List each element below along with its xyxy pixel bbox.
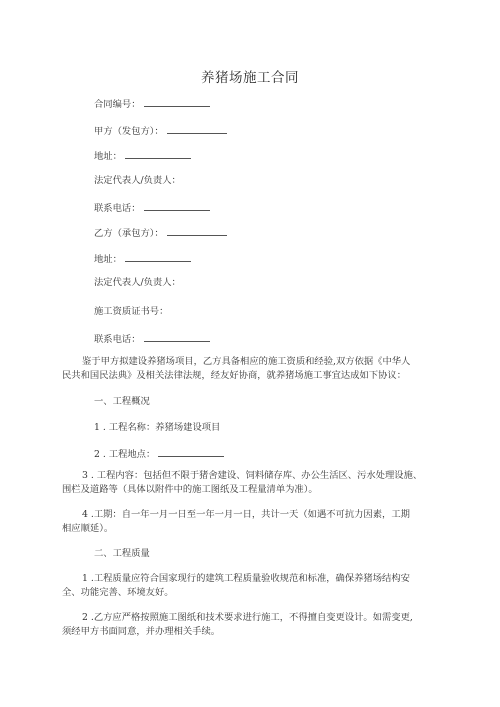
party-b-blank — [167, 226, 227, 236]
phone-b-blank — [144, 332, 210, 342]
license-label: 施工资质证书号： — [94, 306, 169, 317]
legal-rep-a-line — [94, 175, 181, 187]
section-1-item-2: 2 . 工程地点： — [94, 449, 156, 460]
address-b-line — [94, 252, 191, 266]
address-b-label: 地址： — [94, 254, 122, 265]
section-1-item-3 — [62, 469, 442, 497]
section-1-item-3-line-1: 3 . 工程内容：包括但不限于猪舍建设、饲料储存库、办公生活区、污水处理设施、 — [82, 470, 423, 481]
section-2-heading: 二、工程质量 — [94, 548, 150, 559]
section-2-item-1 — [62, 572, 442, 600]
section-1-item-4 — [62, 508, 442, 536]
section-1-item-3-line-2: 围栏及道路等（具体以附件中的施工图纸及工程量清单为准）。 — [62, 484, 318, 495]
legal-rep-b-label: 法定代表人/负责人： — [94, 277, 181, 288]
document-title: 养猪场施工合同 — [201, 70, 299, 86]
party-a-line — [94, 124, 227, 138]
phone-b-line — [94, 332, 210, 346]
license-line — [94, 306, 168, 318]
section-2-item-1-line-1: 1 .工程质量应符合国家现行的建筑工程质量验收规范和标准，确保养猪场结构安 — [82, 573, 410, 584]
section-1-item-2-line — [94, 447, 224, 461]
contract-number-blank — [144, 97, 210, 107]
intro-line-1: 鉴于甲方拟建设养猪场项目，乙方具备相应的施工资质和经验,双方依据《中华人 — [82, 356, 411, 367]
section-2-item-2-line-2: 须经甲方书面同意，并办理相关手续。 — [62, 626, 221, 637]
party-a-label: 甲方（发包方）： — [94, 126, 164, 137]
phone-a-label: 联系电话： — [94, 203, 141, 214]
section-2-item-1-line-2: 全、功能完善、环境友好。 — [62, 587, 174, 598]
contract-number-line — [94, 97, 210, 111]
section-1-heading: 一、工程概况 — [94, 396, 150, 407]
section-2-item-2 — [62, 611, 442, 639]
section-1-item-1: 1 . 工程名称：养猪场建设项目 — [94, 422, 221, 433]
phone-a-blank — [144, 201, 210, 211]
party-b-label: 乙方（承包方）： — [94, 228, 164, 239]
legal-rep-a-label: 法定代表人/负责人： — [94, 175, 181, 186]
legal-rep-b-line — [94, 277, 181, 289]
section-1-item-4-line-2: 相应顺延）。 — [62, 523, 114, 534]
section-1-item-4-line-1: 4 .工期：自一年一月一日至一年一月一日，共计一天（如遇不可抗力因素，工期 — [82, 509, 410, 520]
phone-b-label: 联系电话： — [94, 334, 141, 345]
party-a-blank — [167, 124, 227, 134]
address-b-blank — [125, 252, 191, 262]
intro-line-2: 民共和国民法典》及相关法律法规，经友好协商，就养猪场施工事宜达成如下协议： — [62, 370, 406, 381]
address-a-label: 地址： — [94, 151, 122, 162]
address-a-blank — [125, 149, 191, 159]
contract-number-label: 合同编号： — [94, 99, 141, 110]
address-a-line — [94, 149, 191, 163]
phone-a-line — [94, 201, 210, 215]
project-location-blank — [158, 447, 224, 457]
intro-paragraph — [62, 355, 442, 383]
section-2-item-2-line-1: 2 .乙方应严格按照施工图纸和技术要求进行施工，不得擅自变更设计。如需变更, — [82, 612, 413, 623]
party-b-line — [94, 226, 227, 240]
